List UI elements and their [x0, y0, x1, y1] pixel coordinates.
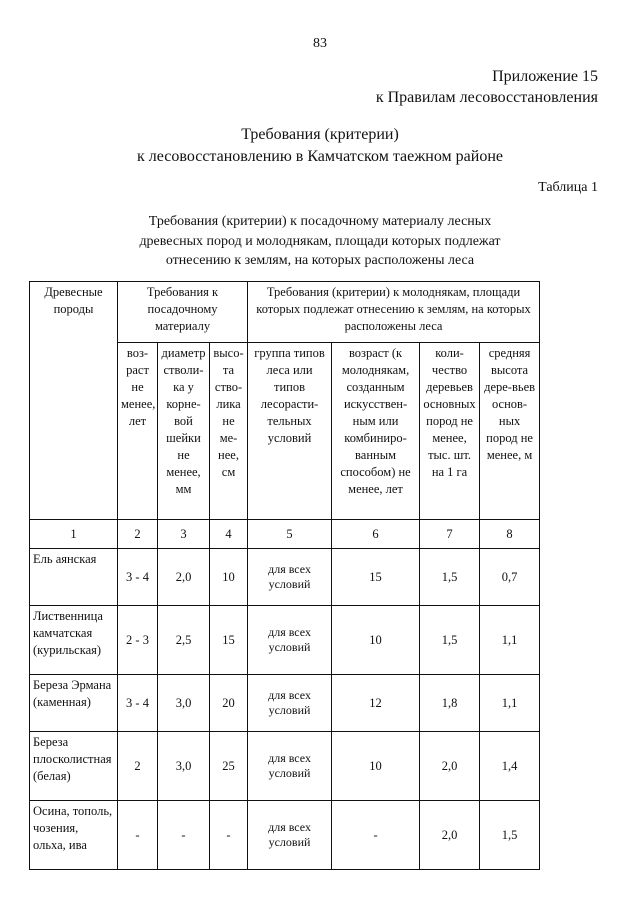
column-number: 6	[332, 520, 420, 549]
caption-line-2: древесных пород и молоднякам, площади которых подлежат	[139, 233, 501, 249]
conditions-cell: для всех условий	[248, 732, 332, 801]
avg-height-cell: 1,1	[480, 606, 540, 675]
conditions-cell: для всех условий	[248, 801, 332, 870]
table-row	[30, 675, 540, 732]
column-numbers-row	[30, 520, 540, 549]
avg-height-cell: 0,7	[480, 549, 540, 606]
count-cell: 1,5	[420, 606, 480, 675]
appendix-line-2: к Правилам лесовосстановления	[375, 89, 598, 106]
diameter-cell: 3,0	[158, 675, 210, 732]
age-cell: 2 - 3	[118, 606, 158, 675]
header-col-6: возраст (к молоднякам, созданным искусствен-ным или комбиниро-ванным способом) не менее, лет	[332, 343, 420, 520]
diameter-cell: 2,0	[158, 549, 210, 606]
appendix-block	[376, 66, 598, 108]
count-cell: 2,0	[420, 801, 480, 870]
column-number: 4	[210, 520, 248, 549]
header-planting-material: Требования к посадочному материалу	[118, 282, 248, 343]
species-cell: Береза плосколистная (белая)	[30, 732, 118, 801]
header-col-2: воз-раст не менее, лет	[118, 343, 158, 520]
age-cell: 3 - 4	[118, 549, 158, 606]
height-cell: -	[210, 801, 248, 870]
table-row	[30, 606, 540, 675]
conditions-cell: для всех условий	[248, 675, 332, 732]
table-label: Таблица 1	[538, 180, 598, 195]
avg-height-cell: 1,1	[480, 675, 540, 732]
column-number: 3	[158, 520, 210, 549]
column-number: 8	[480, 520, 540, 549]
caption-line-1: Требования (критерии) к посадочному материалу лесных	[148, 214, 492, 229]
table-row	[30, 732, 540, 801]
title-line-1: Требования (критерии)	[241, 126, 399, 143]
column-number: 2	[118, 520, 158, 549]
young-age-cell: 12	[332, 675, 420, 732]
document-title	[0, 124, 640, 168]
header-species: Древесные породы	[30, 282, 118, 520]
young-age-cell: 10	[332, 732, 420, 801]
column-number: 1	[30, 520, 118, 549]
avg-height-cell: 1,5	[480, 801, 540, 870]
age-cell: -	[118, 801, 158, 870]
height-cell: 15	[210, 606, 248, 675]
count-cell: 2,0	[420, 732, 480, 801]
column-number: 7	[420, 520, 480, 549]
species-cell: Береза Эрмана (каменная)	[30, 675, 118, 732]
requirements-table	[29, 281, 540, 870]
height-cell: 10	[210, 549, 248, 606]
height-cell: 20	[210, 675, 248, 732]
count-cell: 1,5	[420, 549, 480, 606]
diameter-cell: 3,0	[158, 732, 210, 801]
header-young-stands: Требования (критерии) к молоднякам, площади которых подлежат отнесению к землям, на которых расположены леса	[248, 282, 540, 343]
young-age-cell: -	[332, 801, 420, 870]
diameter-cell: 2,5	[158, 606, 210, 675]
conditions-cell: для всех условий	[248, 606, 332, 675]
species-cell: Осина, тополь, чозения, ольха, ива	[30, 801, 118, 870]
header-col-4: высо-та ство-лика не ме-нее, см	[210, 343, 248, 520]
table-caption	[0, 212, 640, 271]
species-cell: Ель аянская	[30, 549, 118, 606]
title-line-2: к лесовосстановлению в Камчатском таежном районе	[137, 148, 503, 165]
diameter-cell: -	[158, 801, 210, 870]
age-cell: 3 - 4	[118, 675, 158, 732]
young-age-cell: 15	[332, 549, 420, 606]
table-row	[30, 801, 540, 870]
table-row	[30, 549, 540, 606]
header-col-5: группа типов леса или типов лесорасти-тельных условий	[248, 343, 332, 520]
height-cell: 25	[210, 732, 248, 801]
appendix-line-1: Приложение 15	[492, 68, 598, 85]
age-cell: 2	[118, 732, 158, 801]
count-cell: 1,8	[420, 675, 480, 732]
header-col-3: диаметр стволи-ка у корне-вой шейки не менее, мм	[158, 343, 210, 520]
header-col-7: коли-чество деревьев основных пород не менее, тыс. шт. на 1 га	[420, 343, 480, 520]
header-col-8: средняя высота дере-вьев основ-ных пород не менее, м	[480, 343, 540, 520]
young-age-cell: 10	[332, 606, 420, 675]
caption-line-3: отнесению к землям, на которых расположены леса	[165, 253, 475, 268]
page-number: 83	[313, 36, 327, 51]
avg-height-cell: 1,4	[480, 732, 540, 801]
conditions-cell: для всех условий	[248, 549, 332, 606]
species-cell: Лиственница камчатская (курильская)	[30, 606, 118, 675]
column-number: 5	[248, 520, 332, 549]
